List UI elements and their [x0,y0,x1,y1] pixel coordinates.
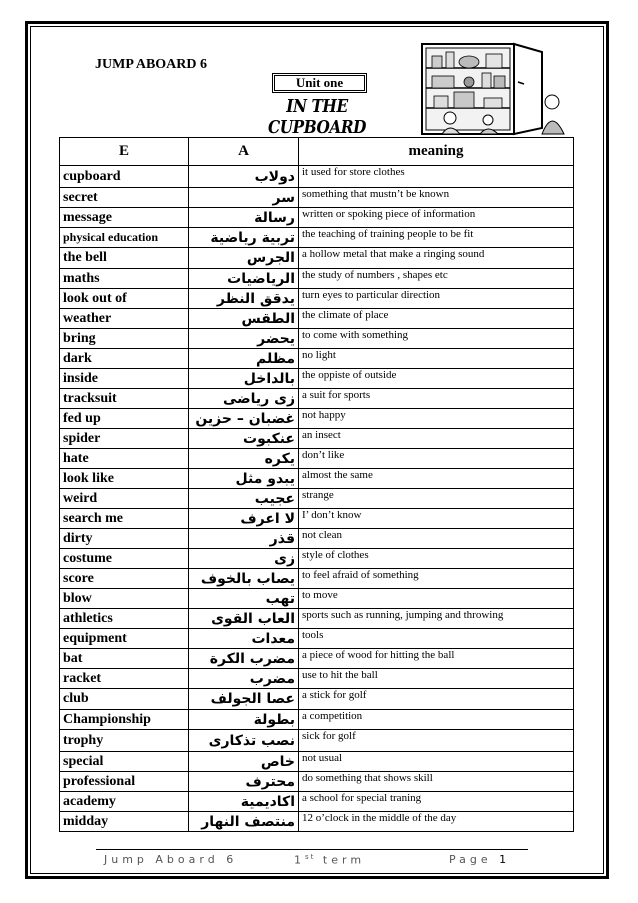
arabic-translation-cell: يبدو مثل [189,469,299,489]
english-word-cell: physical education [60,228,189,248]
table-row [60,569,574,589]
arabic-translation-cell: زى رياضى [189,389,299,409]
english-word-cell: racket [60,669,189,689]
table-row [60,349,574,369]
arabic-translation-cell: نصب تذكارى [189,730,299,752]
table-row [60,269,574,289]
arabic-translation-cell: عصا الجولف [189,689,299,710]
vocabulary-table-body [60,166,574,832]
english-word-cell: weird [60,489,189,509]
arabic-translation-cell: بطولة [189,710,299,730]
arabic-translation-cell: مضرب [189,669,299,689]
arabic-translation-cell: مضرب الكرة [189,649,299,669]
table-row [60,409,574,429]
arabic-translation-cell: خاص [189,752,299,772]
arabic-translation-cell: الطقس [189,309,299,329]
table-row [60,389,574,409]
meaning-cell: written or spoking piece of information [299,208,574,228]
meaning-cell: don’t like [299,449,574,469]
english-word-cell: spider [60,429,189,449]
arabic-translation-cell: عجيب [189,489,299,509]
meaning-cell: an insect [299,429,574,449]
book-title: JUMP ABOARD 6 [95,57,207,72]
english-word-cell: bring [60,329,189,349]
arabic-translation-cell: معدات [189,629,299,649]
english-word-cell: weather [60,309,189,329]
footer-book-title: Jump Aboard 6 [104,853,238,866]
meaning-cell: tools [299,629,574,649]
english-word-cell: tracksuit [60,389,189,409]
english-word-cell: Championship [60,710,189,730]
english-word-cell: costume [60,549,189,569]
table-row [60,629,574,649]
arabic-translation-cell: العاب القوى [189,609,299,629]
table-row [60,730,574,752]
meaning-cell: a stick for golf [299,689,574,710]
arabic-translation-cell: محترف [189,772,299,792]
english-word-cell: athletics [60,609,189,629]
english-word-cell: look like [60,469,189,489]
english-word-cell: club [60,689,189,710]
english-word-cell: midday [60,812,189,832]
arabic-translation-cell: غضبان – حزين [189,409,299,429]
english-word-cell: blow [60,589,189,609]
english-word-cell: equipment [60,629,189,649]
meaning-cell: turn eyes to particular direction [299,289,574,309]
column-header-a: A [189,138,299,166]
meaning-cell: it used for store clothes [299,166,574,188]
english-word-cell: message [60,208,189,228]
table-row [60,710,574,730]
english-word-cell: special [60,752,189,772]
meaning-cell: to come with something [299,329,574,349]
table-row [60,208,574,228]
arabic-translation-cell: مظلم [189,349,299,369]
arabic-translation-cell: تهب [189,589,299,609]
meaning-cell: almost the same [299,469,574,489]
meaning-cell: strange [299,489,574,509]
arabic-translation-cell: عنكبوت [189,429,299,449]
arabic-translation-cell: الجرس [189,248,299,269]
meaning-cell: sports such as running, jumping and throwing [299,609,574,629]
meaning-cell: a suit for sports [299,389,574,409]
arabic-translation-cell: الرياضيات [189,269,299,289]
table-row [60,529,574,549]
arabic-translation-cell: اكاديمية [189,792,299,812]
meaning-cell: not clean [299,529,574,549]
meaning-cell: the teaching of training people to be fit [299,228,574,248]
column-header-e: E [60,138,189,166]
meaning-cell: style of clothes [299,549,574,569]
english-word-cell: secret [60,188,189,208]
table-row [60,669,574,689]
table-row [60,589,574,609]
meaning-cell: the oppiste of outside [299,369,574,389]
english-word-cell: score [60,569,189,589]
table-row [60,309,574,329]
table-row [60,649,574,669]
english-word-cell: cupboard [60,166,189,188]
meaning-cell: use to hit the ball [299,669,574,689]
english-word-cell: dirty [60,529,189,549]
table-row [60,369,574,389]
meaning-cell: no light [299,349,574,369]
footer-term-number: 1 [294,853,305,867]
table-row [60,228,574,248]
english-word-cell: hate [60,449,189,469]
english-word-cell: trophy [60,730,189,752]
arabic-translation-cell: زى [189,549,299,569]
meaning-cell: a competition [299,710,574,730]
unit-label: Unit one [295,75,344,90]
table-row [60,248,574,269]
footer-divider [96,849,528,850]
english-word-cell: fed up [60,409,189,429]
meaning-cell: 12 o’clock in the middle of the day [299,812,574,832]
table-row [60,752,574,772]
table-row [60,689,574,710]
english-word-cell: bat [60,649,189,669]
footer-page-label: Page [449,853,492,866]
table-row [60,792,574,812]
english-word-cell: the bell [60,248,189,269]
meaning-cell: a school for special traning [299,792,574,812]
arabic-translation-cell: يدقق النظر [189,289,299,309]
table-row [60,489,574,509]
arabic-translation-cell: لا اعرف [189,509,299,529]
lesson-title: IN THE CUPBOARD [267,96,367,138]
english-word-cell: academy [60,792,189,812]
meaning-cell: to feel afraid of something [299,569,574,589]
meaning-cell: the study of numbers , shapes etc [299,269,574,289]
footer-term-suffix: st [305,853,316,861]
meaning-cell: something that mustn’t be known [299,188,574,208]
english-word-cell: look out of [60,289,189,309]
table-row [60,329,574,349]
footer-term-word: term [322,853,366,867]
column-header-meaning: meaning [299,138,574,166]
meaning-cell: not happy [299,409,574,429]
arabic-translation-cell: يحضر [189,329,299,349]
arabic-translation-cell: دولاب [189,166,299,188]
vocabulary-table [59,137,574,832]
table-row [60,188,574,208]
meaning-cell: a hollow metal that make a ringing sound [299,248,574,269]
meaning-cell: I’ don’t know [299,509,574,529]
arabic-translation-cell: رسالة [189,208,299,228]
english-word-cell: inside [60,369,189,389]
meaning-cell: the climate of place [299,309,574,329]
arabic-translation-cell: بالداخل [189,369,299,389]
cupboard-illustration [414,42,574,137]
arabic-translation-cell: منتصف النهار [189,812,299,832]
table-row [60,449,574,469]
table-row [60,289,574,309]
meaning-cell: sick for golf [299,730,574,752]
english-word-cell: professional [60,772,189,792]
footer-page [449,853,506,866]
meaning-cell: to move [299,589,574,609]
footer-term [294,853,365,867]
table-row [60,509,574,529]
table-row [60,812,574,832]
arabic-translation-cell: تربية رياضية [189,228,299,248]
meaning-cell: a piece of wood for hitting the ball [299,649,574,669]
arabic-translation-cell: يصاب بالخوف [189,569,299,589]
unit-label-box [272,73,367,93]
english-word-cell: maths [60,269,189,289]
meaning-cell: do something that shows skill [299,772,574,792]
meaning-cell: not usual [299,752,574,772]
table-row [60,549,574,569]
table-row [60,469,574,489]
table-row [60,609,574,629]
arabic-translation-cell: يكره [189,449,299,469]
footer-page-number: 1 [499,853,507,866]
table-row [60,166,574,188]
table-header-row [60,138,574,166]
arabic-translation-cell: قذر [189,529,299,549]
english-word-cell: search me [60,509,189,529]
arabic-translation-cell: سر [189,188,299,208]
table-row [60,429,574,449]
table-row [60,772,574,792]
english-word-cell: dark [60,349,189,369]
